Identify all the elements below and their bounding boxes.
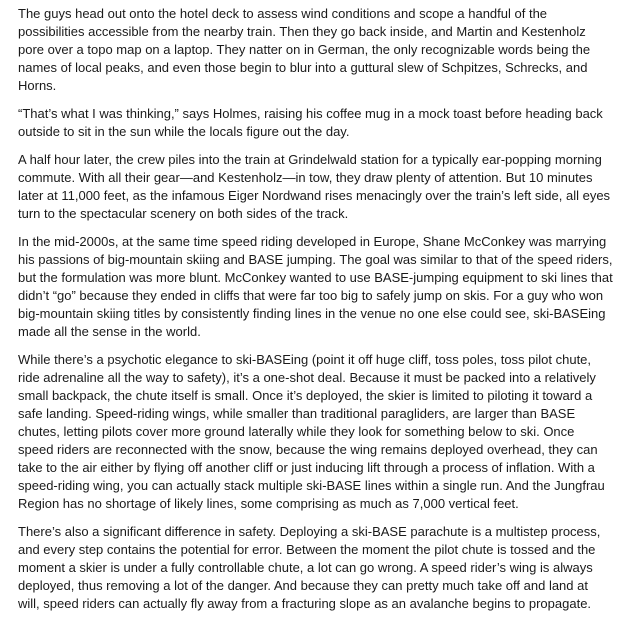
paragraph-mcconkey: In the mid-2000s, at the same time speed riding developed in Europe, Shane McConkey was marrying his passions of big-mountain skiing and BASE jumping. The goal was similar to that of the speed riders, but the formulation was more blunt. McConkey wanted to use BASE-jumping equipment to ski lines that didn’t “go” because they ended in cliffs that were far too big to safely jump on skis. For a guy who won big-mountain skiing titles by consistently finding lines in the venue no one else could see, ski-BASEing made all the sense in the world. bbox=[18, 234, 613, 339]
paragraph-holmes-quote: “That’s what I was thinking,” says Holmes, raising his coffee mug in a mock toast before heading back outside to sit in the sun while the locals figure out the day. bbox=[18, 106, 603, 139]
paragraph-hotel-deck: The guys head out onto the hotel deck to assess wind conditions and scope a handful of the possibilities accessible from the nearby train. Then they go back inside, and Martin and Kestenholz pore over a topo map on a laptop. They natter on in German, the only recognizable words being the names of local peaks, and even those begin to blur into a guttural slew of Schpitzes, Schrecks, and Horns. bbox=[18, 6, 591, 93]
paragraph-train-commute: A half hour later, the crew piles into the train at Grindelwald station for a typically ear-popping morning commute. With all their gear—and Kestenholz—in tow, they draw plenty of attention. But 10 minutes later at 11,000 feet, as the infamous Eiger Nordwand rises menacingly over the train’s left side, all eyes turn to the spectacular scenery on both sides of the track. bbox=[18, 152, 611, 221]
paragraph-safety-difference: There’s also a significant difference in safety. Deploying a ski-BASE parachute is a multistep process, and every step contains the potential for error. Between the moment the pilot chute is tossed and the moment a skier is under a fully controllable chute, a lot can go wrong. A speed rider’s wing is always deployed, thus removing a lot of the danger. And because they can pretty much take off and land at will, speed riders can actually fly away from a fracturing slope as an avalanche begins to propagate. bbox=[18, 524, 601, 611]
paragraph-ski-base-elegance: While there’s a psychotic elegance to ski-BASEing (point it off huge cliff, toss poles, toss pilot chute, ride adrenaline all the way to safety), it’s a one-shot deal. Because it must be packed into a relatively small backpack, the chute itself is small. Once it’s deployed, the skier is limited to piloting it toward a safe landing. Speed-riding wings, while smaller than traditional paragliders, are larger than BASE chutes, letting pilots cover more ground laterally while they look for something below to ski. Once speed riders are reconnected with the snow, because the wing remains deployed overhead, they can take to the air either by flying off another cliff or just inducing lift through a process of inflation. With a speed-riding wing, you can actually stack multiple ski-BASE lines within a single run. And the Jungfrau Region has no shortage of likely lines, some comprising as much as 7,000 vertical feet. bbox=[18, 352, 605, 511]
